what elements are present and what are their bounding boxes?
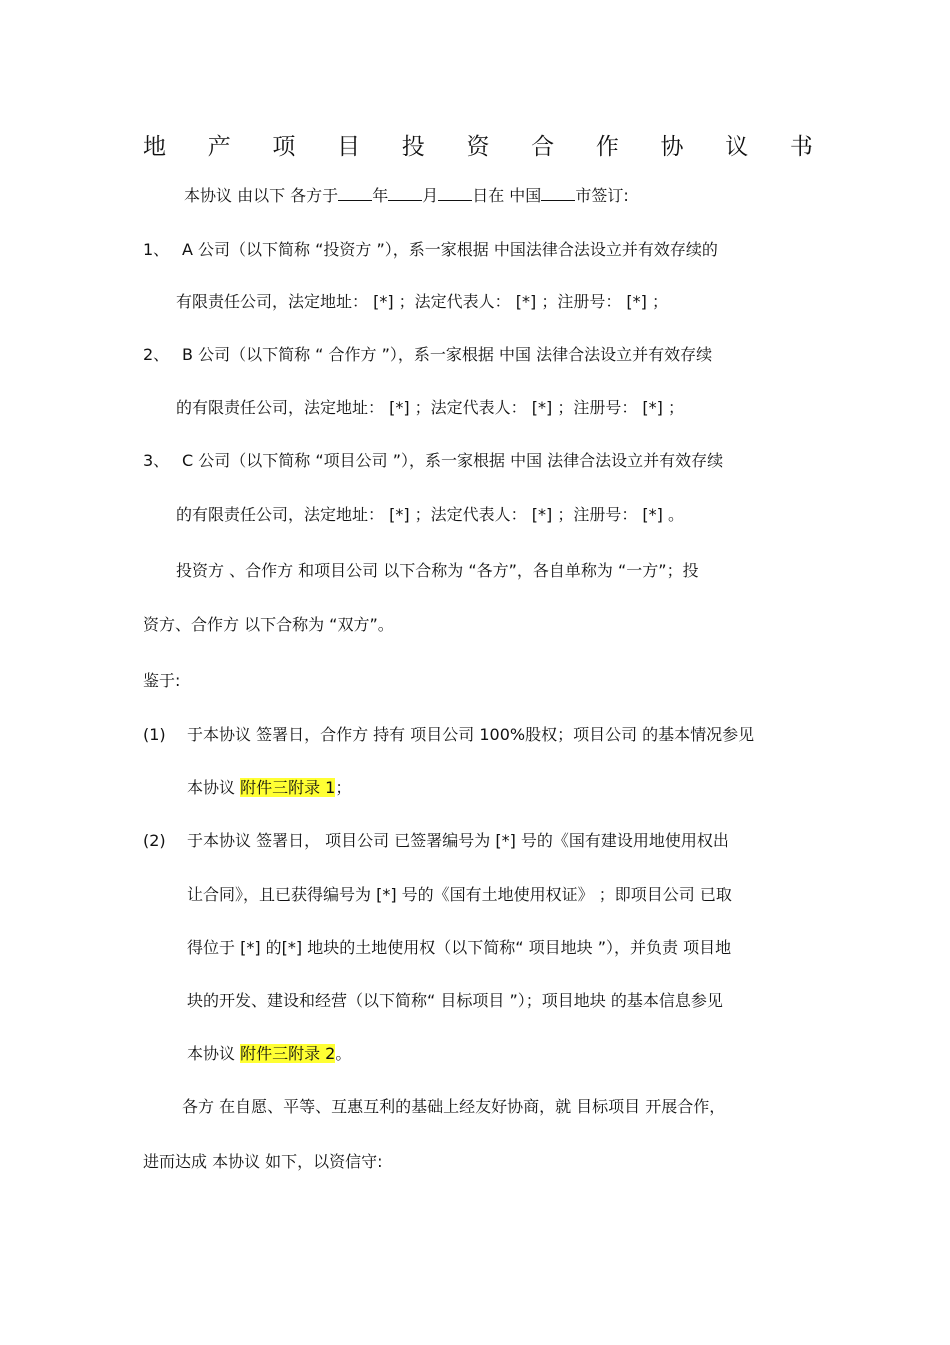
- item1-line2: [187, 778, 351, 798]
- party-number: 1、: [143, 240, 170, 259]
- item1-line1: 于本协议 签署日，合作方 持有 项目公司 100%股权；项目公司 的基本情况参见: [187, 725, 755, 744]
- intro-day: 日在 中国: [472, 186, 542, 205]
- title-char: 产: [207, 134, 231, 160]
- title-char: 投: [401, 134, 425, 160]
- item2-line5-post: 。: [335, 1044, 352, 1063]
- party-number: 2、: [143, 345, 170, 364]
- title-char: 目: [337, 134, 361, 160]
- title-char: 书: [789, 134, 813, 160]
- party2-line1: B 公司（以下简称 “ 合作方 ”），系一家根据 中国 法律合法设立并有效存续: [182, 345, 713, 364]
- intro-text: 本协议 由以下 各方于: [184, 186, 339, 205]
- blank-field: [438, 186, 472, 201]
- title-char: 地: [143, 134, 166, 160]
- intro-month: 月: [422, 186, 439, 205]
- blank-field: [388, 186, 422, 201]
- collective-line2: 资方、合作方 以下合称为 “双方”。: [143, 615, 394, 634]
- party3-line2: 的有限责任公司，法定地址： [*] ；法定代表人： [*] ；注册号： [*] 。: [176, 505, 684, 524]
- item2-line3: 得位于 [*] 的[*] 地块的土地使用权（以下简称“ 项目地块 ”），并负责 项目地: [187, 938, 732, 957]
- collective-line1: 投资方 、合作方 和项目公司 以下合称为 “各方”，各自单称为 “一方”；投: [176, 561, 699, 580]
- intro-line: [184, 186, 629, 206]
- party3-line1: C 公司（以下简称 “项目公司 ”），系一家根据 中国 法律合法设立并有效存续: [182, 451, 724, 470]
- title-char: 议: [725, 134, 749, 160]
- item2-line4: 块的开发、建设和经营（以下简称“ 目标项目 ”）；项目地块 的基本信息参见: [187, 991, 723, 1010]
- item2-line5-pre: 本协议: [187, 1044, 241, 1063]
- title-char: 作: [595, 134, 619, 160]
- intro-city: 市签订:: [575, 186, 629, 205]
- title-char: 合: [531, 134, 555, 160]
- appendix-reference-1: 附件三附录 1: [240, 778, 336, 797]
- item1-line2-pre: 本协议: [187, 778, 241, 797]
- document-title: [143, 128, 813, 161]
- item1-line2-post: ；: [335, 778, 352, 797]
- party1-line2: 有限责任公司，法定地址： [*] ；法定代表人： [*] ；注册号： [*] ；: [176, 292, 668, 311]
- item-number: (1): [143, 725, 166, 744]
- whereas-label: 鉴于:: [143, 671, 181, 690]
- party1-line1: A 公司（以下简称 “投资方 ”），系一家根据 中国法律合法设立并有效存续的: [182, 240, 718, 259]
- party2-line2: 的有限责任公司，法定地址： [*] ；法定代表人： [*] ；注册号： [*] ；: [176, 398, 684, 417]
- blank-field: [338, 186, 372, 201]
- title-char: 协: [660, 134, 684, 160]
- item2-line5: [187, 1044, 351, 1064]
- intro-year: 年: [372, 186, 389, 205]
- item2-line2: 让合同》，且已获得编号为 [*] 号的《国有土地使用权证》 ；即项目公司 已取: [187, 885, 732, 904]
- party-number: 3、: [143, 451, 170, 470]
- title-char: 项: [272, 134, 296, 160]
- item-number: (2): [143, 831, 166, 850]
- item2-line1: 于本协议 签署日， 项目公司 已签署编号为 [*] 号的《国有建设用地使用权出: [187, 831, 729, 850]
- title-char: 资: [466, 134, 490, 160]
- closing-line2: 进而达成 本协议 如下，以资信守:: [143, 1152, 383, 1171]
- appendix-reference-2: 附件三附录 2: [240, 1044, 336, 1063]
- blank-field: [541, 186, 575, 201]
- closing-line1: 各方 在自愿、平等、互惠互利的基础上经友好协商，就 目标项目 开展合作，: [182, 1097, 726, 1116]
